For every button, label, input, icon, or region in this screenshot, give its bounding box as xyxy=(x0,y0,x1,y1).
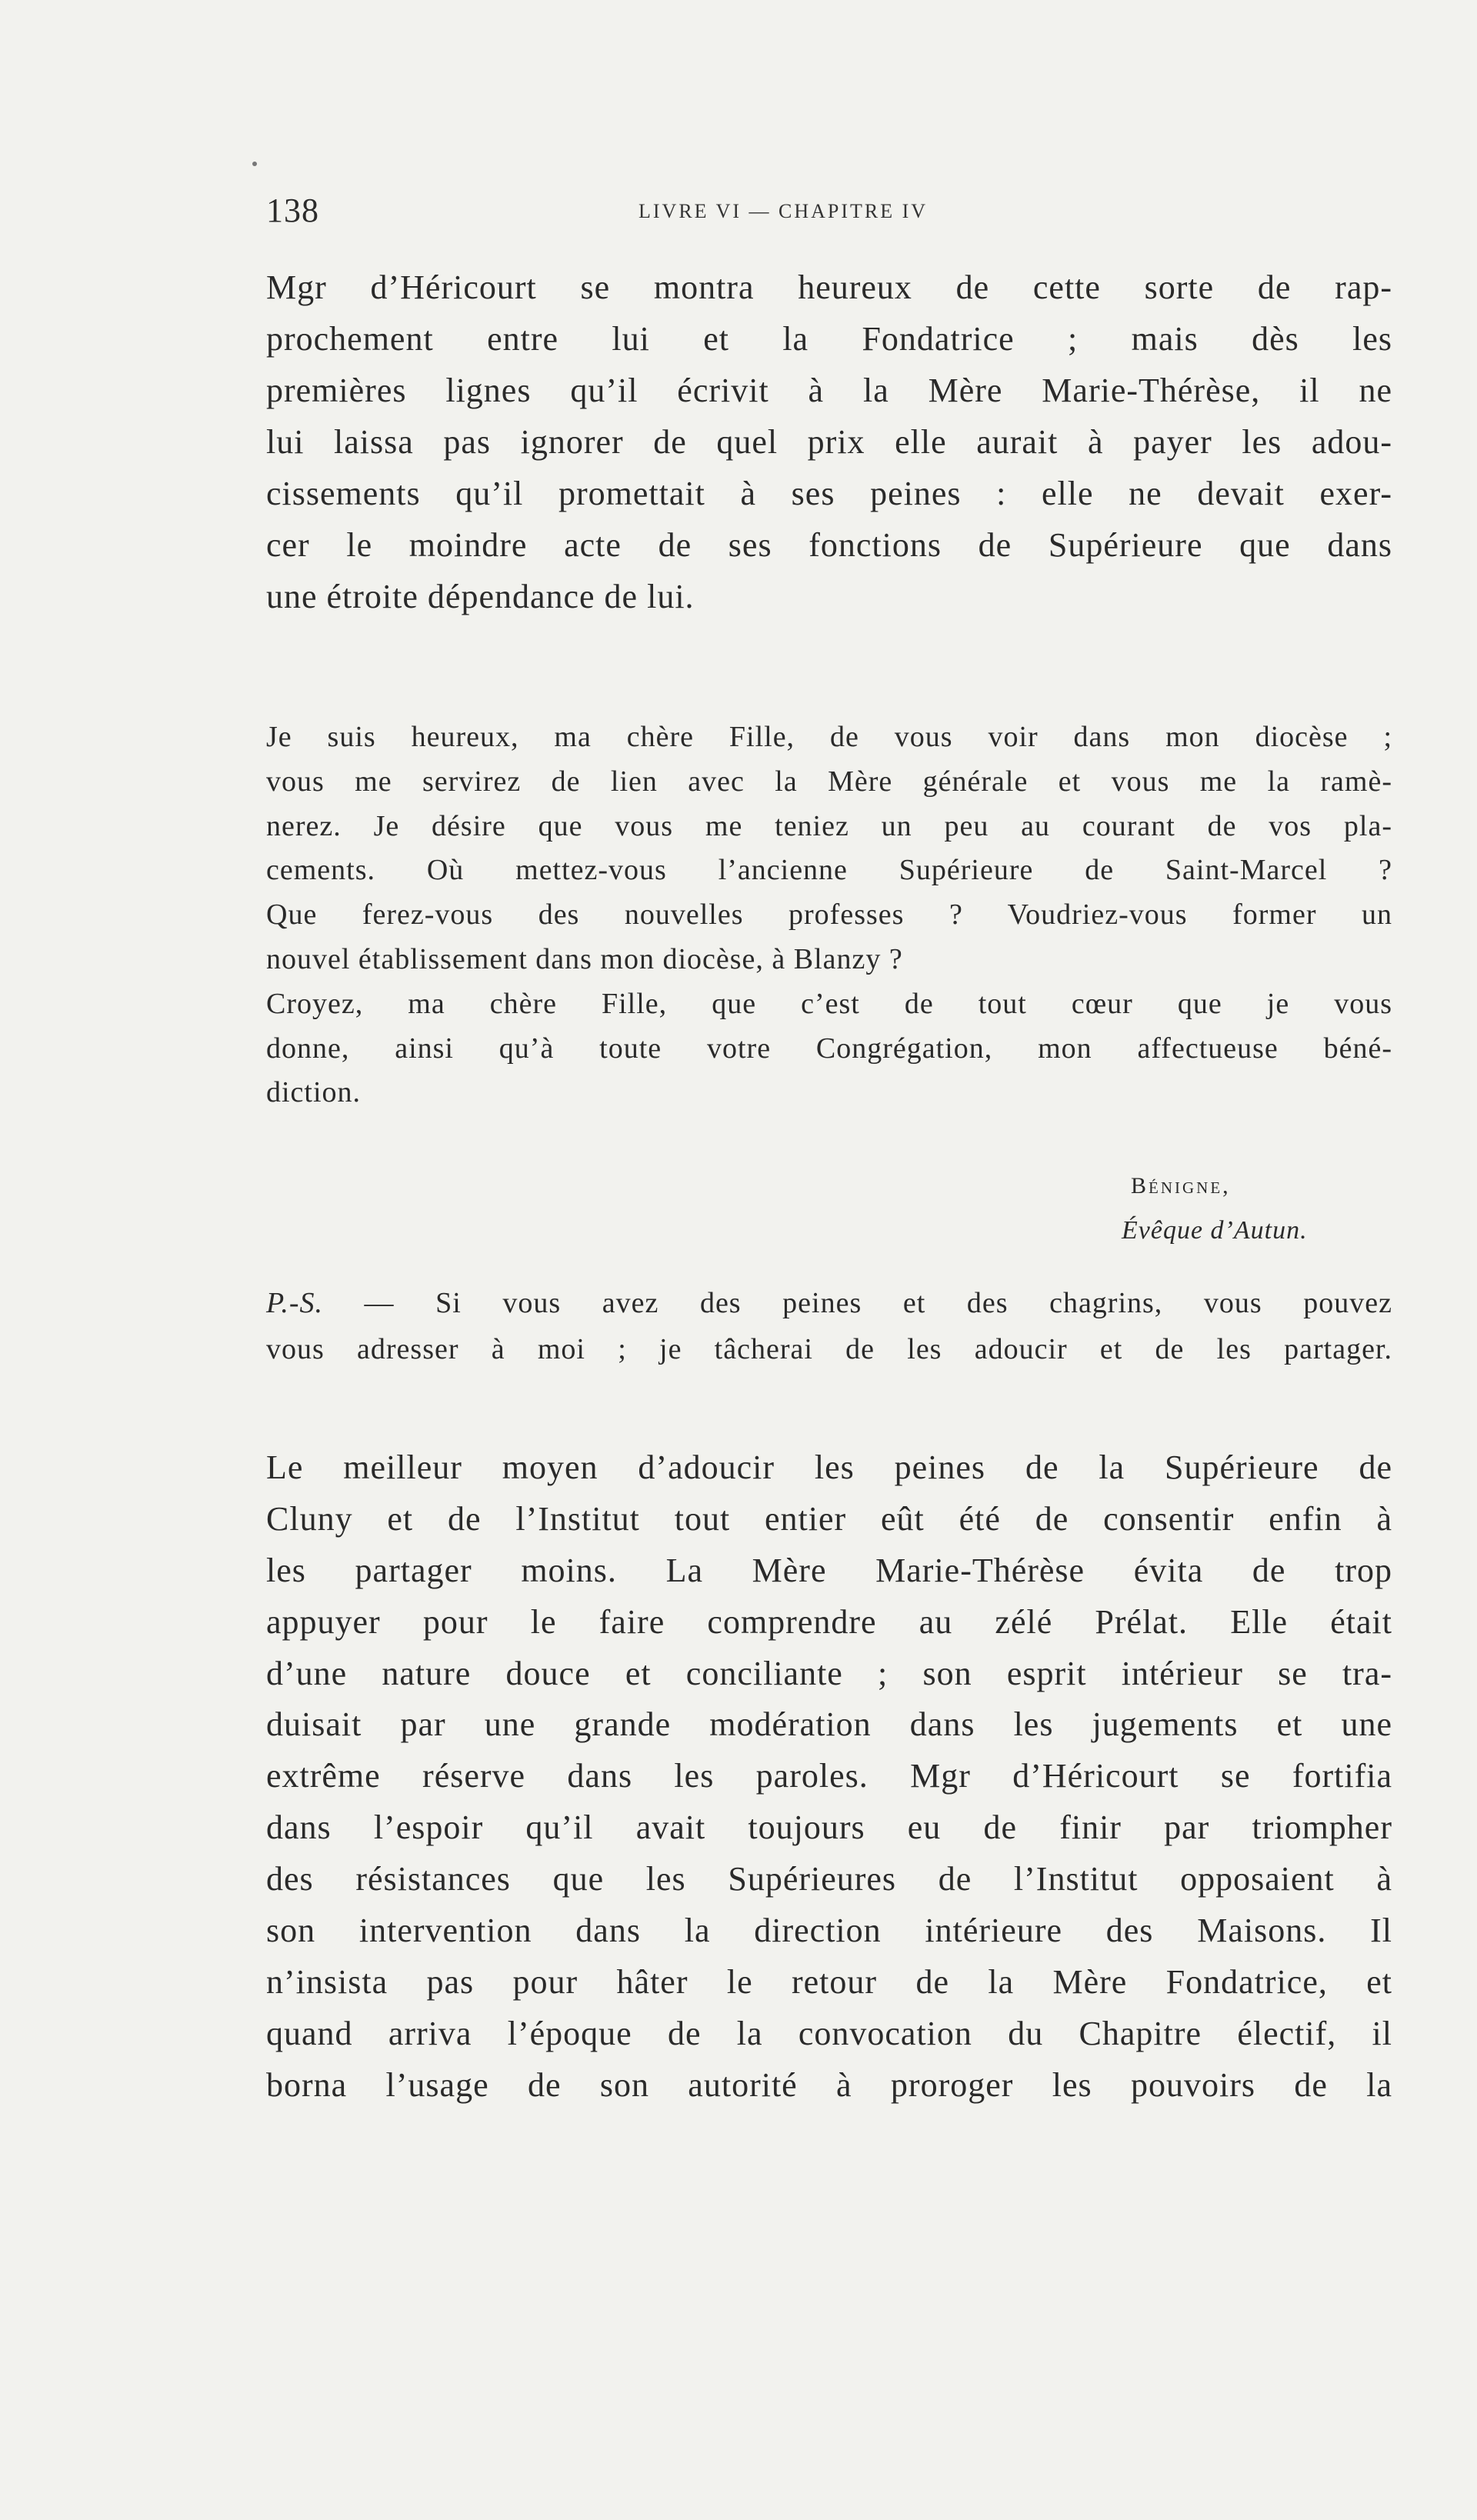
paragraph-1-line: lui laissa pas ignorer de quel prix elle aurait à payer les adou- xyxy=(266,423,1392,461)
paragraph-1-line: prochement entre lui et la Fondatrice ; mais dès les xyxy=(266,320,1392,358)
paragraph-1 xyxy=(266,262,1392,622)
postscript xyxy=(266,1280,1392,1372)
paragraph-2-line: les partager moins. La Mère Marie-Thérèse évita de trop xyxy=(266,1551,1392,1589)
quoted-letter xyxy=(266,715,1392,1115)
letter-line: nouvel établissement dans mon diocèse, à Blanzy ? xyxy=(266,942,903,975)
letter-line: cements. Où mettez-vous l’ancienne Supérieure de Saint-Marcel ? xyxy=(266,854,1392,887)
running-head xyxy=(266,191,1392,237)
letter-line: Croyez, ma chère Fille, que c’est de tout cœur que je vous xyxy=(266,987,1392,1020)
paragraph-1-line: premières lignes qu’il écrivit à la Mère Marie-Thérèse, il ne xyxy=(266,372,1392,409)
letter-line: Je suis heureux, ma chère Fille, de vous voir dans mon diocèse ; xyxy=(266,721,1392,753)
paragraph-2-line: Le meilleur moyen d’adoucir les peines de la Supérieure de xyxy=(266,1448,1392,1486)
postscript-line: vous adresser à moi ; je tâcherai de les adoucir et de les partager. xyxy=(266,1333,1392,1365)
paragraph-2-line: son intervention dans la direction intérieure des Maisons. Il xyxy=(266,1912,1392,1950)
postscript-line xyxy=(266,1280,1392,1326)
paragraph-2 xyxy=(266,1442,1392,2112)
letter-signature xyxy=(1122,1173,1362,1258)
paragraph-2-line: extrême réserve dans les paroles. Mgr d’Héricourt se fortifia xyxy=(266,1757,1392,1795)
letter-line: vous me servirez de lien avec la Mère générale et vous me la ramè- xyxy=(266,765,1392,798)
paragraph-1-line: cissements qu’il promettait à ses peines : elle ne devait exer- xyxy=(266,475,1392,512)
paragraph-1-line: Mgr d’Héricourt se montra heureux de cette sorte de rap- xyxy=(266,268,1392,306)
letter-line: nerez. Je désire que vous me teniez un peu au courant de vos pla- xyxy=(266,809,1392,842)
postscript-text: — Si vous avez des peines et des chagrins, vous pouvez xyxy=(322,1287,1392,1319)
paragraph-1-line: une étroite dépendance de lui. xyxy=(266,578,695,615)
letter-line: diction. xyxy=(266,1076,362,1109)
signature-title: Évêque d’Autun. xyxy=(1122,1216,1308,1245)
paragraph-2-line: d’une nature douce et conciliante ; son esprit intérieur se tra- xyxy=(266,1654,1392,1692)
paragraph-2-line: des résistances que les Supérieures de l’Institut opposaient à xyxy=(266,1860,1392,1898)
letter-line: donne, ainsi qu’à toute votre Congrégation, mon affectueuse béné- xyxy=(266,1032,1392,1065)
print-mark xyxy=(252,162,257,166)
paragraph-2-line: duisait par une grande modération dans les jugements et une xyxy=(266,1705,1392,1744)
paragraph-2-line: appuyer pour le faire comprendre au zélé Prélat. Elle était xyxy=(266,1602,1392,1641)
postscript-label: P.-S. xyxy=(266,1287,323,1319)
paragraph-2-line: n’insista pas pour hâter le retour de la Mère Fondatrice, et xyxy=(266,1962,1392,2001)
page-number: 138 xyxy=(266,192,319,229)
paragraph-2-line: Cluny et de l’Institut tout entier eût été de consentir enfin à xyxy=(266,1499,1392,1538)
paragraph-1-line: cer le moindre acte de ses fonctions de Supérieure que dans xyxy=(266,526,1392,564)
letter-line: Que ferez-vous des nouvelles professes ? Voudriez-vous former un xyxy=(266,898,1392,932)
running-title: LIVRE VI — CHAPITRE IV xyxy=(638,200,929,222)
paragraph-2-line: dans l’espoir qu’il avait toujours eu de finir par triompher xyxy=(266,1808,1392,1847)
paragraph-2-line: borna l’usage de son autorité à proroger les pouvoirs de la xyxy=(266,2065,1392,2104)
signature-name: Bénigne, xyxy=(1131,1173,1231,1198)
paragraph-2-line: quand arriva l’époque de la convocation du Chapitre électif, il xyxy=(266,2014,1392,2052)
